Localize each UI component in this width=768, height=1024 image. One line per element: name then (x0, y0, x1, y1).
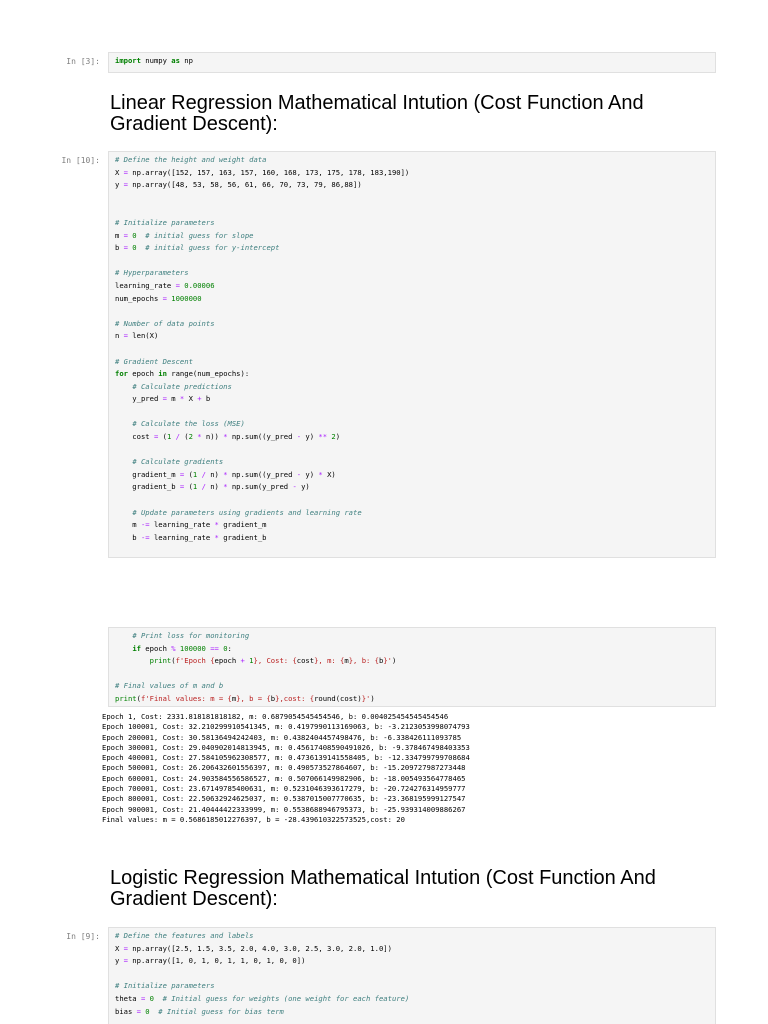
code-line: X = np.array([152, 157, 163, 157, 160, 168, 173, 175, 178, 183,190]) (115, 167, 410, 177)
code-line: if epoch % 100000 == 0: (132, 643, 232, 653)
code-line (115, 343, 709, 356)
output-line: Final values: m = 0.5686185012276397, b = -28.439610322573525,cost: 20 (102, 814, 405, 824)
output-line: Epoch 1, Cost: 2331.818181818182, m: 0.6879054545454546, b: 0.004025454545454546 (102, 712, 449, 721)
code-line: # Final values of m and b (115, 681, 224, 691)
output-line: Epoch 500001, Cost: 26.206432601556397, m: 0.490573527864607, b: -15.209727987273448 (102, 763, 466, 773)
code-line: m -= learning_rate * gradient_m (115, 520, 267, 530)
code-line: # Define the height and weight data (115, 155, 267, 164)
output-line: Epoch 800001, Cost: 22.50632924625037, m: 0.5387015007770635, b: -23.368195999127547 (102, 794, 466, 804)
code-line: gradient_m = (1 / n) * np.sum((y_pred - y) * X) (115, 469, 336, 479)
code-line: cost = (1 / (2 * n)) * np.sum((y_pred - y) ** 2) (115, 432, 341, 442)
code-line: m = 0 # initial guess for slope (115, 230, 254, 240)
code-line: print(f'Epoch {epoch + 1}, Cost: {cost}, m: {m}, b: {b}') (149, 656, 397, 666)
code-line (115, 305, 709, 318)
output-line: Epoch 700001, Cost: 23.67149785400631, m: 0.5231046393617279, b: -20.724276314959777 (102, 784, 466, 794)
code-line: y = np.array([1, 0, 1, 0, 1, 1, 0, 1, 0, 0]) (115, 956, 306, 966)
code-line: gradient_b = (1 / n) * np.sum(y_pred - y) (115, 482, 310, 492)
code-cell-logistic-regression[interactable] (108, 927, 716, 1024)
code-line: # Update parameters using gradients and learning rate (132, 507, 362, 517)
code-line (115, 255, 709, 268)
code-line: # Define the features and labels (115, 931, 254, 940)
code-line: # Calculate predictions (132, 381, 232, 391)
code-line: # Number of data points (115, 318, 215, 328)
code-line (115, 668, 709, 681)
code-line: b -= learning_rate * gradient_b (115, 532, 267, 542)
markdown-heading-logistic-regression: Logistic Regression Mathematical Intution (Cost Function And Gradient Descent): (110, 867, 656, 910)
cell-output (102, 712, 722, 837)
code-cell-import[interactable] (108, 52, 716, 73)
output-line: Epoch 600001, Cost: 24.903584556586527, m: 0.507066149982906, b: -18.005493564778465 (102, 773, 466, 783)
code-line (115, 192, 709, 205)
code-line: for epoch in range(num_epochs): (115, 369, 250, 379)
code-line (115, 968, 709, 981)
code-line (115, 444, 709, 457)
code-line (115, 406, 709, 419)
code-cell-linear-regression-continued[interactable] (108, 627, 716, 707)
code-line: theta = 0 # Initial guess for weights (one weight for each feature) (115, 993, 410, 1003)
output-line: Epoch 400001, Cost: 27.584105962308577, m: 0.4736139141558405, b: -12.334799799708684 (102, 753, 470, 763)
code-line: bias = 0 # Initial guess for bias term (115, 1006, 284, 1016)
code-line: X = np.array([2.5, 1.5, 3.5, 2.0, 4.0, 3.0, 2.5, 3.0, 2.0, 1.0]) (115, 943, 392, 953)
output-line: Epoch 100001, Cost: 32.210299910541345, m: 0.4197990113169063, b: -3.2123053998074793 (102, 722, 470, 732)
code-line (115, 494, 709, 507)
code-line: y = np.array([48, 53, 58, 56, 61, 66, 70, 73, 79, 86,88]) (115, 180, 362, 190)
code-line: print(f'Final values: m = {m}, b = {b},cost: {round(cost)}') (115, 693, 375, 703)
code-line: learning_rate = 0.00006 (115, 280, 215, 290)
cell-prompt: In [3]: (66, 57, 100, 66)
code-line: # Hyperparameters (115, 268, 189, 278)
code-line: num_epochs = 1000000 (115, 293, 202, 303)
code-line: y_pred = m * X + b (115, 394, 211, 404)
output-line: Epoch 200001, Cost: 30.58136494242403, m: 0.4382404457498476, b: -6.338426111093785 (102, 732, 462, 742)
code-line: n = len(X) (115, 331, 159, 341)
code-line: # Initialize parameters (115, 981, 215, 991)
code-line: b = 0 # initial guess for y-intercept (115, 243, 280, 253)
code-line (115, 204, 709, 217)
cell-prompt: In [9]: (66, 932, 100, 941)
code-line: # Gradient Descent (115, 356, 193, 366)
code-line: import numpy as np (115, 56, 193, 65)
code-line: # Calculate the loss (MSE) (132, 419, 245, 429)
cell-prompt: In [10]: (61, 156, 100, 165)
output-line: Epoch 300001, Cost: 29.040902014813945, m: 0.45617408590491026, b: -9.378467498403353 (102, 742, 470, 752)
code-line: # Initialize parameters (115, 217, 215, 227)
markdown-heading-linear-regression: Linear Regression Mathematical Intution (Cost Function And Gradient Descent): (110, 92, 644, 135)
code-line: # Calculate gradients (132, 457, 224, 467)
code-line: # Print loss for monitoring (132, 631, 250, 640)
code-cell-linear-regression[interactable] (108, 151, 716, 558)
output-line: Epoch 900001, Cost: 21.40444422333999, m: 0.5538688946795373, b: -25.939314009886267 (102, 804, 466, 814)
